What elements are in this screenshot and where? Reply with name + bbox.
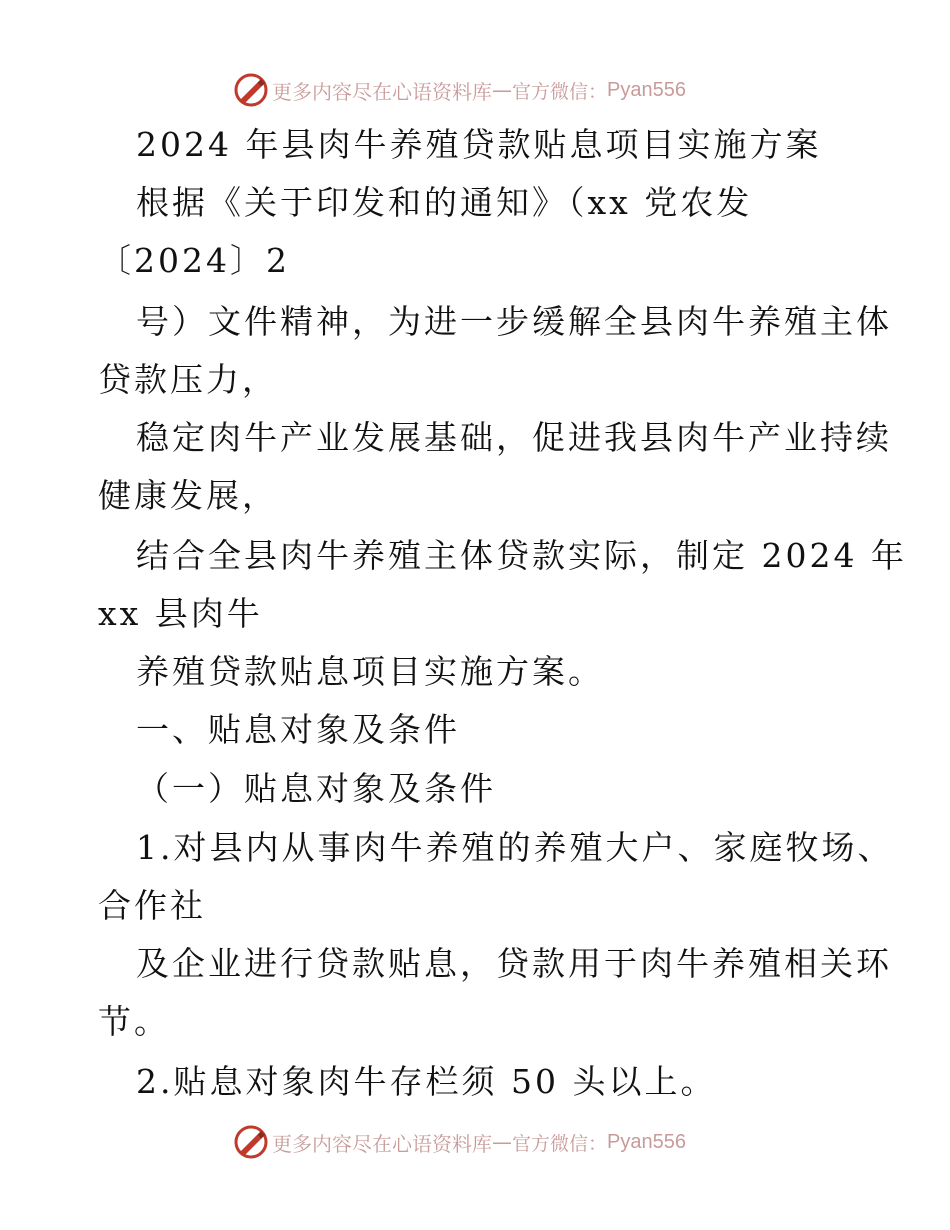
watermark-wechat-label: 官方微信： (512, 1132, 608, 1155)
document-title: 2024 年县肉牛养殖贷款贴息项目实施方案 (136, 125, 822, 164)
paragraph-line: xx 县肉牛 (98, 594, 263, 633)
subsection-heading: （一）贴息对象及条件 (136, 769, 496, 808)
watermark-text: 更多内容尽在心语资料库 (272, 1131, 492, 1156)
watermark-footer (234, 1124, 686, 1160)
watermark-header (234, 72, 686, 108)
paragraph-line: 合作社 (98, 886, 206, 925)
section-heading: 一、贴息对象及条件 (136, 710, 460, 749)
paragraph-line: 节。 (98, 1002, 170, 1041)
paragraph-line: 健康发展， (98, 476, 278, 515)
paragraph-line: 号）文件精神，为进一步缓解全县肉牛养殖主体 (136, 302, 892, 341)
paragraph-line: 2.贴息对象肉牛存栏须 50 头以上。 (136, 1062, 717, 1101)
paragraph-line: 结合全县肉牛养殖主体贷款实际，制定 2024 年 (136, 536, 907, 575)
paragraph-line: 及企业进行贷款贴息，贷款用于肉牛养殖相关环 (136, 944, 892, 983)
watermark-wechat-id: Pyan556 (607, 1130, 686, 1153)
pen-logo-icon (234, 1125, 268, 1159)
watermark-dash: — (492, 78, 512, 102)
watermark-text: 更多内容尽在心语资料库 (272, 79, 492, 104)
paragraph-line: 贷款压力， (98, 360, 278, 399)
paragraph-line: 稳定肉牛产业发展基础，促进我县肉牛产业持续 (136, 418, 892, 457)
paragraph-line: 养殖贷款贴息项目实施方案。 (136, 652, 604, 691)
watermark-wechat-label: 官方微信： (512, 80, 608, 103)
watermark-dash: — (492, 1130, 512, 1154)
watermark-wechat-id: Pyan556 (607, 78, 686, 101)
paragraph-line: 1.对县内从事肉牛养殖的养殖大户、家庭牧场、 (136, 828, 894, 867)
pen-logo-icon (234, 73, 268, 107)
paragraph-line: 根据《关于印发和的通知》（xx 党农发 (136, 183, 753, 222)
paragraph-line: 〔2024〕2 (98, 241, 290, 280)
